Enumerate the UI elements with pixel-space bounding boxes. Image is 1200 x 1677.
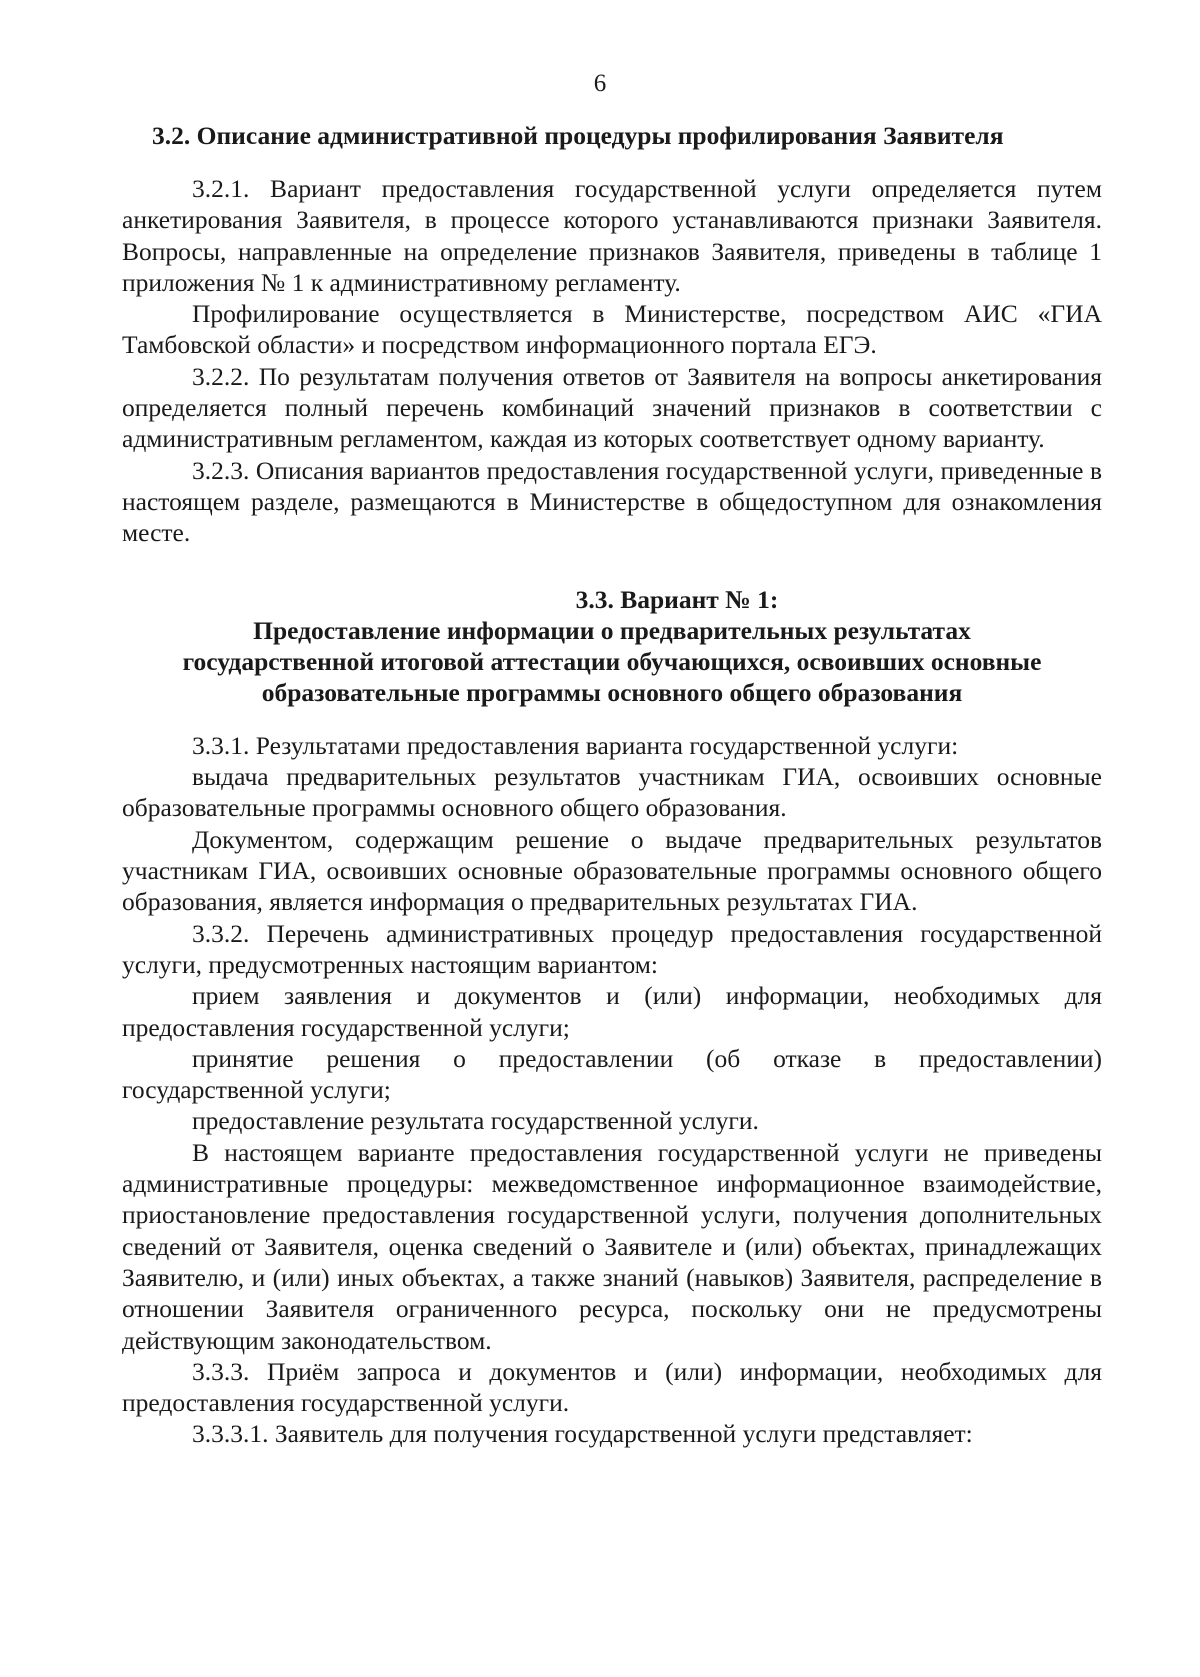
paragraph-3-2-3: 3.2.3. Описания вариантов предоставления государственной услуги, приведенные в настоящем разделе, размещаются в Министерстве в общедоступном для ознакомления месте. (122, 455, 1102, 548)
paragraph-procedure-2: принятие решения о предоставлении (об отказе в предоставлении) государственной услуги; (122, 1043, 1102, 1105)
paragraph-3-2-1: 3.2.1. Вариант предоставления государственной услуги определяется путем анкетирования Заявителя, в процессе которого устанавливаются признаки Заявителя. Вопросы, направленные на определение признаков Заявителя, приведены в таблице 1 приложения № 1 к административному регламенту. (122, 174, 1102, 297)
paragraph-3-3-3-1: 3.3.3.1. Заявитель для получения государственной услуги представляет: (192, 1419, 973, 1449)
paragraph-3-3-3: 3.3.3. Приём запроса и документов и (или) информации, необходимых для предоставления государственной услуги. (122, 1356, 1102, 1418)
variant-title-line-2: государственной итоговой аттестации обучающихся, освоивших основные (182, 646, 1042, 676)
paragraph-3-3-2: 3.3.2. Перечень административных процедур предоставления государственной услуги, предусмотренных настоящим вариантом: (122, 918, 1102, 979)
document-body (122, 120, 1102, 1450)
paragraph-excluded-procedures: В настоящем варианте предоставления государственной услуги не приведены административные процедуры: межведомственное информационное взаимодействие, приостановление предоставления государственной услуги, получения дополнительных сведений от Заявителя, оценка сведений о Заявителе и (или) объектах, принадлежащих Заявителю, и (или) иных объектах, а также знаний (навыков) Заявителя, распределение в отношении Заявителя ограниченного ресурса, поскольку они не предусмотрены действующим законодательством. (122, 1137, 1102, 1355)
paragraph-procedure-1: прием заявления и документов и (или) информации, необходимых для предоставления государственной услуги; (122, 981, 1102, 1042)
section-3-2-body (122, 173, 1102, 549)
section-3-2-heading: 3.2. Описание административной процедуры профилирования Заявителя (152, 121, 1004, 150)
section-3-3-heading (122, 584, 1102, 708)
paragraph-profiling: Профилирование осуществляется в Министерстве, посредством АИС «ГИА Тамбовской области» и посредством информационного портала ЕГЭ. (122, 299, 1102, 360)
variant-heading: 3.3. Вариант № 1: (575, 584, 779, 614)
paragraph-3-3-1: 3.3.1. Результатами предоставления варианта государственной услуги: (192, 730, 959, 760)
page-number: 6 (593, 70, 607, 97)
variant-title-line-3: образовательные программы основного общего образования (261, 677, 963, 707)
paragraph-document: Документом, содержащим решение о выдаче предварительных результатов участникам ГИА, освоивших основные образовательные программы основного общего образования, является информация о предварительных результатах ГИА. (122, 824, 1102, 917)
paragraph-3-2-2: 3.2.2. По результатам получения ответов от Заявителя на вопросы анкетирования определяется полный перечень комбинаций значений признаков в соответствии с административным регламентом, каждая из которых соответствует одному варианту. (122, 361, 1102, 454)
paragraph-results: выдача предварительных результатов участникам ГИА, освоивших основные образовательные программы основного общего образования. (122, 762, 1102, 823)
section-3-3-body (122, 730, 1102, 1450)
variant-title-line-1: Предоставление информации о предварительных результатах (253, 615, 971, 645)
paragraph-procedure-3: предоставление результата государственной услуги. (192, 1106, 759, 1136)
